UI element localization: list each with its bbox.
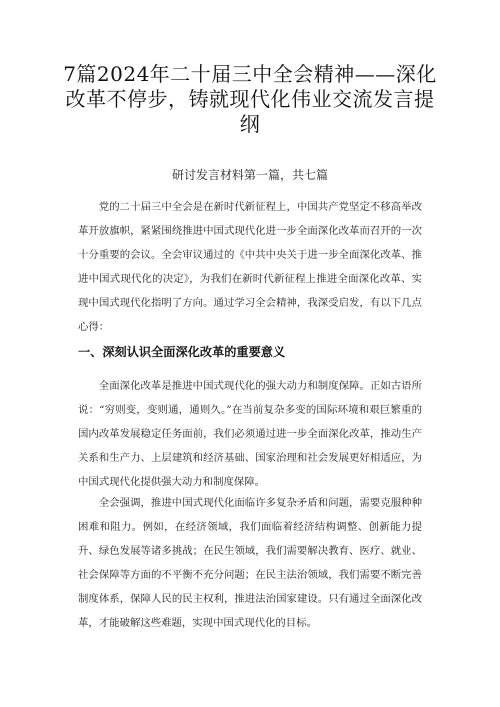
body-paragraph: 全面深化改革是推进中国式现代化的强大动力和制度保障。正如古语所说：“穷则变，变则通，通则久。”在当前复杂多变的国际环境和艰巨繁重的国内改革发展稳定任务面前，我们必须通过进一步全面深化改革，推动生产关系和生产力、上层建筑和经济基础、国家治理和社会发展更好相适应，为中国式现代化提供强大动力和制度保障。 — [78, 380, 422, 488]
body-paragraph: 全会强调，推进中国式现代化面临许多复杂矛盾和问题，需要克服种种困难和阻力。例如，在经济领域，我们面临着经济结构调整、创新能力提升、绿色发展等诸多挑战；在民生领域，我们需要解决教育、医疗、就业、社会保障等方面的不平衡不充分问题；在民主法治领域，我们需要不断完善制度体系，保障人民的民主权利，推进法治国家建设。只有通过全面深化改革，才能破解这些难题，实现中国式现代化的目标。 — [78, 497, 422, 629]
intro-paragraph: 党的二十届三中全会是在新时代新征程上，中国共产党坚定不移高举改革开放旗帜，紧紧围绕推进中国式现代化进一步全面深化改革而召开的一次十分重要的会议。全会审议通过的《中共中央关于进一步全面深化改革、推进中国式现代化的决定》，为我们在新时代新征程上推进全面深化改革、实现中国式现代化指明了方向。通过学习全会精神，我深受启发，有以下几点心得： — [78, 201, 422, 333]
document-subtitle: 研讨发言材料第一篇，共七篇 — [171, 168, 328, 182]
section-heading: 一、深刻认识全面深化改革的重要意义 — [78, 345, 286, 359]
document-title: 7篇2024年二十届三中全会精神——深化改革不停步，铸就现代化伟业交流发言提纲 — [63, 62, 437, 136]
